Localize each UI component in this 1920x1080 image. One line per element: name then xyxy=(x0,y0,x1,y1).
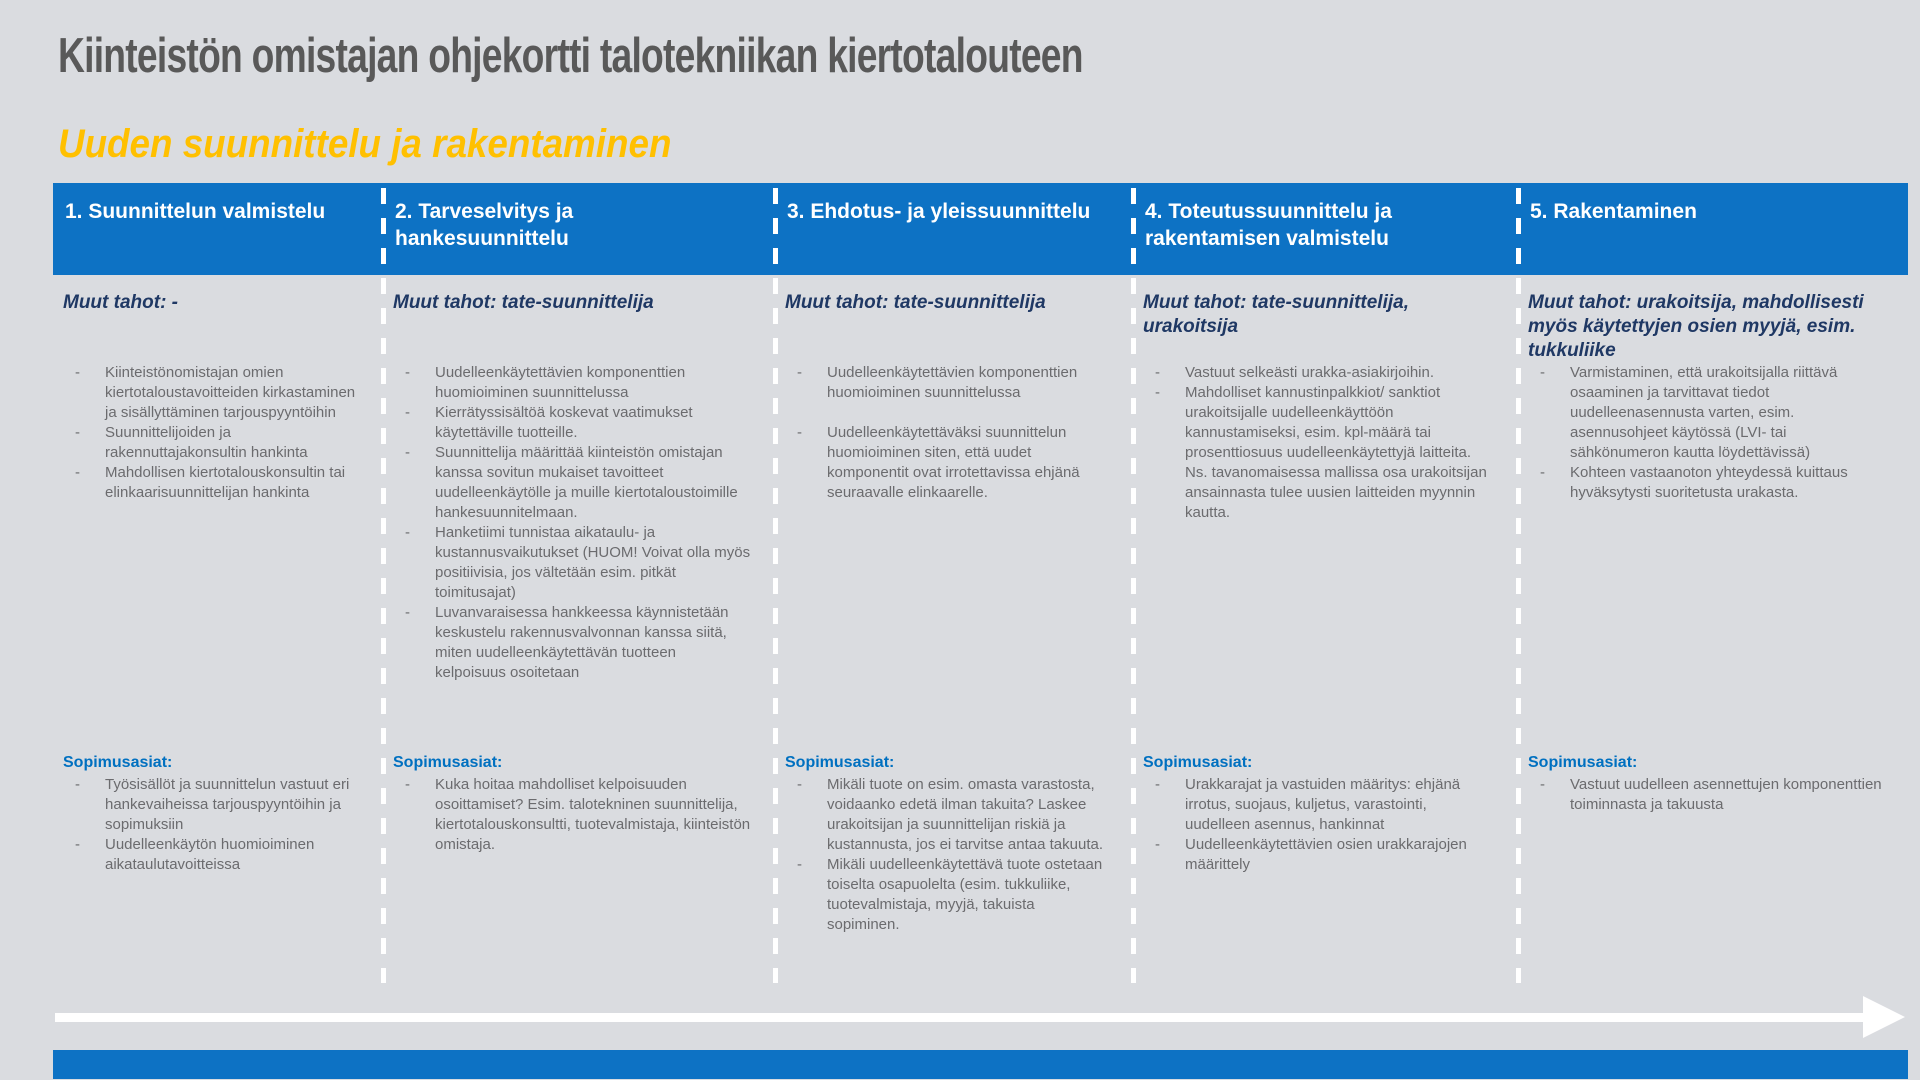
phase-header-2: 2. Tarveselvitys ja hankesuunnittelu xyxy=(395,200,574,250)
sopimusasiat-section xyxy=(1143,752,1494,875)
bullet-item: - Kiinteistönomistajan omien kiertotaloustavoitteiden kirkastaminen ja sisällyttäminen tarjouspyyntöihin xyxy=(63,363,359,423)
bullet-item: - Vastuut uudelleen asennettujen komponenttien toiminnasta ja takuusta xyxy=(1528,775,1884,815)
sopimusasiat-heading: Sopimusasiat: xyxy=(785,754,895,771)
page-subtitle: Uuden suunnittelu ja rakentaminen xyxy=(58,122,672,166)
bullet-item: - Uudelleenkäytettävien komponenttien huomioiminen suunnittelussa xyxy=(785,363,1109,403)
phase-3-task-list xyxy=(785,363,1109,752)
phase-2-contract-list xyxy=(393,775,751,855)
sopimusasiat-heading: Sopimusasiat: xyxy=(63,754,173,771)
phase-header-4: 4. Toteutussuunnittelu ja rakentamisen valmistelu xyxy=(1145,200,1392,250)
bullet-item: - Työsisällöt ja suunnittelun vastuut eri hankevaiheissa tarjouspyyntöihin ja sopimuksiin xyxy=(63,775,359,835)
phase-column-5 xyxy=(1518,275,1908,987)
phase-column-1 xyxy=(53,275,383,987)
phase-3-contract-list xyxy=(785,775,1109,935)
bullet-item: - Varmistaminen, että urakoitsijalla riittävä osaaminen ja tarvittavat tiedot uudelleenasennusta varten, esim. asennusohjeet käytössä (LVI- tai sähkönumeron kautta löydettävissä) xyxy=(1528,363,1884,463)
bullet-item: - Kierrätyssisältöä koskevat vaatimukset käytettäville tuotteille. xyxy=(393,403,751,443)
bullet-item: - Uudelleenkäytettävien osien urakkarajojen määrittely xyxy=(1143,835,1494,875)
muut-tahot-heading: Muut tahot: tate-suunnittelija xyxy=(785,292,1046,313)
bullet-item: - Uudelleenkäytettäväksi suunnittelun huomioiminen siten, että uudet komponentit ovat irrotettavissa ehjänä seuraavalle elinkaarelle. xyxy=(785,423,1109,503)
bullet-item: - Kohteen vastaanoton yhteydessä kuittaus hyväksytysti suoritetusta urakasta. xyxy=(1528,463,1884,503)
bullet-item: - Vastuut selkeästi urakka-asiakirjoihin. xyxy=(1143,363,1494,383)
timeline-arrow-shaft xyxy=(55,1013,1867,1022)
phase-4-contract-list xyxy=(1143,775,1494,875)
phase-column-4 xyxy=(1133,275,1518,987)
muut-tahot-heading: Muut tahot: tate-suunnittelija xyxy=(393,292,654,313)
muut-tahot-heading: Muut tahot: - xyxy=(63,292,179,313)
muut-tahot-heading: Muut tahot: tate-suunnittelija, urakoitsija xyxy=(1143,292,1409,337)
phase-5-task-list xyxy=(1528,363,1884,752)
phase-separator-dashed-line xyxy=(1131,188,1136,983)
phase-header-5: 5. Rakentaminen xyxy=(1530,200,1697,223)
bullet-item: - Hanketiimi tunnistaa aikataulu- ja kustannusvaikutukset (HUOM! Voivat olla myös positiivisia, jos vältetään esim. pitkät toimitusajat) xyxy=(393,523,751,603)
bullet-item: - Luvanvaraisessa hankkeessa käynnistetään keskustelu rakennusvalvonnan kanssa siitä, miten uudelleenkäytettävän tuotteen kelpoisuus osoitetaan xyxy=(393,603,751,683)
sopimusasiat-section xyxy=(63,752,359,875)
bullet-item: - Mikäli tuote on esim. omasta varastosta, voidaanko edetä ilman takuita? Laskee urakoitsijan ja suunnittelijan riskiä ja kustannusta, jos ei tarvitse antaa takuuta. xyxy=(785,775,1109,855)
sopimusasiat-heading: Sopimusasiat: xyxy=(393,754,503,771)
sopimusasiat-section xyxy=(785,752,1109,935)
phase-header-band xyxy=(53,183,1908,275)
sopimusasiat-section xyxy=(1528,752,1884,815)
phase-1-contract-list xyxy=(63,775,359,875)
page-title: Kiinteistön omistajan ohjekortti talotekniikan kiertotalouteen xyxy=(58,29,1083,83)
bullet-item: - Suunnittelija määrittää kiinteistön omistajan kanssa sovitun mukaiset tavoitteet uudelleenkäytölle ja muille kiertotaloustoimille hankesuunnitelmaan. xyxy=(393,443,751,523)
phase-columns xyxy=(53,275,1908,987)
timeline-arrow-head-icon xyxy=(1863,996,1905,1038)
bullet-item: - Mahdolliset kannustinpalkkiot/ sanktiot urakoitsijalle uudelleenkäyttöön kannustamiseksi, esim. kpl-määrä tai prosenttiosuus uudelleenkäytettyjä laitteita. Ns. tavanomaisessa mallissa osa urakoitsijan ansainnasta tulee uusien laitteiden myynnin kautta. xyxy=(1143,383,1494,523)
bullet-item: - Mahdollisen kiertotalouskonsultin tai elinkaarisuunnittelijan hankinta xyxy=(63,463,359,503)
phase-4-task-list xyxy=(1143,363,1494,752)
phase-5-contract-list xyxy=(1528,775,1884,815)
phase-separator-dashed-line xyxy=(1516,188,1521,983)
phase-2-task-list xyxy=(393,363,751,752)
bullet-item: - Urakkarajat ja vastuiden määritys: ehjänä irrotus, suojaus, kuljetus, varastointi, uudelleen asennus, hankinnat xyxy=(1143,775,1494,835)
bullet-item: - Suunnittelijoiden ja rakennuttajakonsultin hankinta xyxy=(63,423,359,463)
sopimusasiat-heading: Sopimusasiat: xyxy=(1528,754,1638,771)
phase-separator-dashed-line xyxy=(381,188,386,983)
phase-column-2 xyxy=(383,275,775,987)
sopimusasiat-section xyxy=(393,752,751,855)
bullet-item: - Uudelleenkäytettävien komponenttien huomioiminen suunnittelussa xyxy=(393,363,751,403)
phase-header-3: 3. Ehdotus- ja yleissuunnittelu xyxy=(787,200,1091,223)
phase-1-task-list xyxy=(63,363,359,752)
bullet-item: - Uudelleenkäytön huomioiminen aikataulutavoitteissa xyxy=(63,835,359,875)
sopimusasiat-heading: Sopimusasiat: xyxy=(1143,754,1253,771)
phase-column-3 xyxy=(775,275,1133,987)
muut-tahot-heading: Muut tahot: urakoitsija, mahdollisesti myös käytettyjen osien myyjä, esim. tukkuliike xyxy=(1528,292,1864,361)
phase-header-1: 1. Suunnittelun valmistelu xyxy=(65,200,326,223)
phase-separator-dashed-line xyxy=(773,188,778,983)
bullet-item: - Kuka hoitaa mahdolliset kelpoisuuden osoittamiset? Esim. talotekninen suunnittelija, kiertotalouskonsultti, tuotevalmistaja, kiinteistön omistaja. xyxy=(393,775,751,855)
bullet-item: - Mikäli uudelleenkäytettävä tuote ostetaan toiselta osapuolelta (esim. tukkuliike, tuotevalmistaja, myyjä, takuista sopiminen. xyxy=(785,855,1109,935)
bottom-blue-bar xyxy=(53,1050,1908,1079)
